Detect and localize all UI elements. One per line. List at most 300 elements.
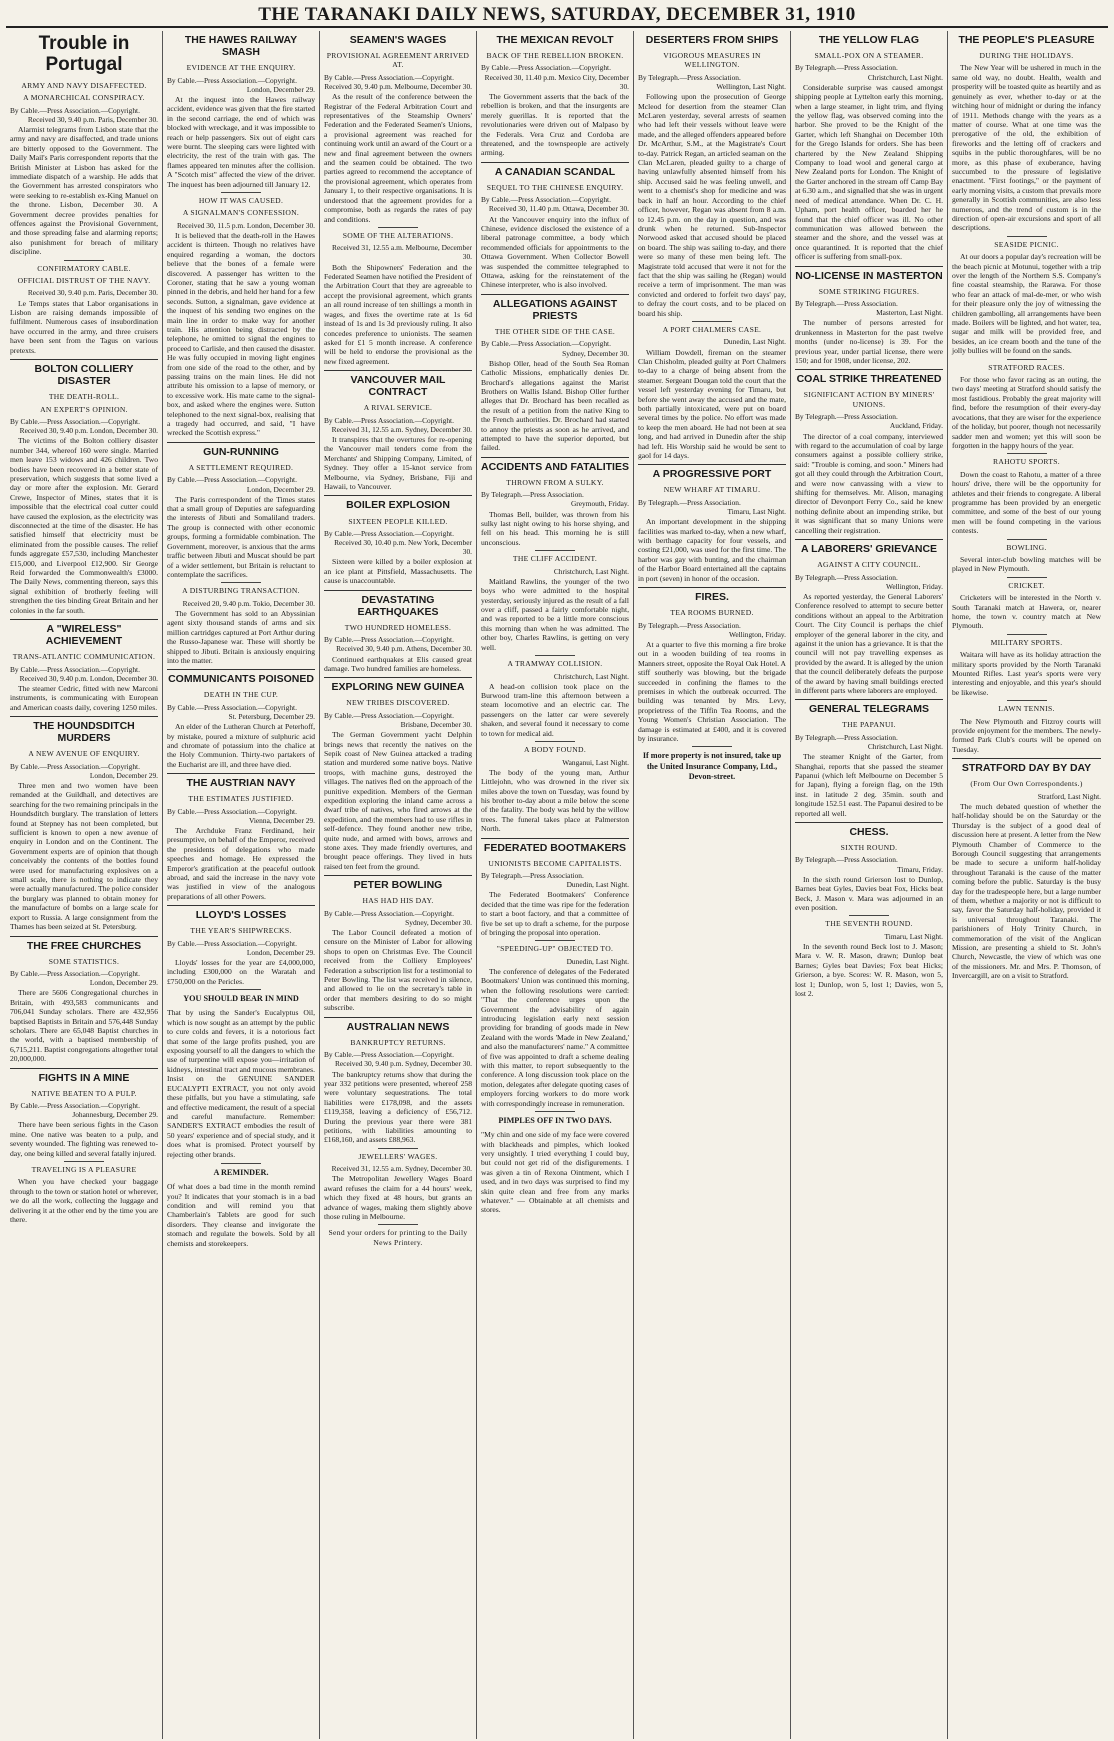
article-dateline: Christchurch, Last Night.: [553, 671, 629, 681]
advertisement-text: Of what does a bad time in the month remind you? It indicates that your stomach is in a bad condition and will remind you that Chamberlain's Tablets are good for such disorders. They cleanse and invigorate the stomach and regulate the bowels. Sold by all chemists and storekeepers.: [167, 1182, 315, 1248]
article-subheading: DURING THE HOLIDAYS.: [979, 51, 1074, 61]
article: [167, 669, 315, 769]
article-subheading: BANKRUPTCY RETURNS.: [350, 1037, 446, 1047]
article-credit: By Cable.—Press Association.—Copyright.: [167, 806, 297, 816]
article-credit: By Telegraph.—Press Association.: [795, 572, 898, 582]
article-body: Several inter-club bowling matches will be played in New Plymouth.: [952, 554, 1101, 574]
article-credit: By Cable.—Press Association.—Copyright.: [324, 72, 454, 82]
article: [324, 1224, 472, 1247]
article: [952, 539, 1101, 574]
article: [481, 741, 629, 833]
article-headline: GENERAL TELEGRAMS: [795, 699, 943, 717]
article-headline: A CANADIAN SCANDAL: [481, 162, 629, 180]
article-headline: FIRES.: [638, 587, 786, 605]
article-credit: By Telegraph.—Press Association.: [638, 72, 741, 82]
article: [952, 359, 1101, 451]
article-headline: A "WIRELESS" ACHIEVEMENT: [10, 619, 158, 649]
article: [167, 192, 315, 438]
article-subheading: SIXTH ROUND.: [840, 843, 898, 853]
article: [10, 1161, 158, 1224]
article-dateline: St. Petersburg, December 29.: [228, 711, 315, 721]
article-dateline: Dunedin, Last Night.: [566, 956, 629, 966]
article-body: The victims of the Bolton colliery disaster number 344, whereof 160 were single. Married men leave 153 widows and 426 children. Two bodies have been recovered in a better state of preservation, which suggests that some lived a day or more after the explosion. Mr. Gerard Crewe, Inspector of Mines, states that it is impossible that the electrical coal cutter could have caused the explosion, as the electricity was disconnected at the time of the disaster. He has satisfied himself that electricity must be eliminated from the possible causes. The relief funds aggregate £57,530, including Manchester £15,000, and Liverpool £12,900. Sir George Reid forwarded the Commonwealth's £3000. The Daily News, commenting thereon, says this signal exhibition of brotherly feeling will strengthen the ties binding Great Britain and her colonies in the far south.: [10, 436, 158, 615]
article-headline: ALLEGATIONS AGAINST PRIESTS: [481, 294, 629, 324]
article-dateline: Timaru, Last Night.: [727, 507, 786, 517]
section-divider: [221, 989, 261, 990]
article-body: Considerable surprise was caused amongst shipping people at Lyttelton early this morning, when a large steamer, in light trim, and flying the yellow flag, was observed coming into the harbor. She proved to be the Knight of the Garter, which left Shanghai on December 10th for the Grego Islands for orders. She has been chartered by the New Zealand Shipping Company to load wool and general cargo at New Zealand ports for London. The Knight of the Garter anchored in the stream off Camp Bay at 6.30 a.m., and signalled that she was in urgent need of medical attendance. When Dr. C. H. Upham, port health officer, boarded her he found that the chief officer was ill. No other communication was allowed between the steamer and the shore, and the vessel was at once quarantined. It is reported that the chief officer is suffering from small-pox.: [795, 82, 943, 262]
article-headline: THE YELLOW FLAG: [818, 34, 920, 46]
article: [481, 655, 629, 738]
article: [10, 936, 158, 1064]
article-subheading: SEQUEL TO THE CHINESE ENQUIRY.: [486, 182, 624, 192]
article-dateline: Greymouth, Friday.: [570, 499, 629, 509]
article: [10, 359, 158, 615]
article-subheading: STRATFORD RACES.: [988, 362, 1065, 372]
article-subheading: (From Our Own Correspondents.): [970, 779, 1083, 789]
article-credit: By Cable.—Press Association.—Copyright.: [10, 1101, 140, 1111]
section-divider: [535, 1111, 575, 1112]
article: [10, 1068, 158, 1158]
columns-container: [6, 31, 1108, 1739]
article: [638, 31, 786, 318]
article-subheading: A TRAMWAY COLLISION.: [507, 659, 603, 669]
article-subheading: TEA ROOMS BURNED.: [670, 608, 754, 618]
article-body: Cricketers will be interested in the North v. South Taranaki match at Hawera, or, nearer home, the town v. country match at New Plymouth.: [952, 593, 1101, 631]
article-body: There have been serious fights in the Cason mine. One native was beaten to a pulp, and seventy wounded. The fighting was renewed to-day, one being killed and several fatally injured.: [10, 1120, 158, 1158]
article-body: The much debated question of whether the half-holiday should be on the Saturday or the Thursday is the subject of a good deal of discussion here at present. A letter from the New Plymouth Chamber of Commerce to the Borough Council suggesting that arrangements be made to secure a uniform half-holiday throughout Taranaki is the cause of the matter coming before the public. Saturday is the busy day for the tradespeople here, but a large number of them, whether a majority or not is difficult to say, favor the Saturday half-holiday, provided it is universal throughout Taranaki. The parishioners of Holy Trinity Church, in commemoration of the visit of the Anglican Mission, are presenting a shield to St. John's Church, Newcastle, the view of which was one of the missioners. Mr. and Mrs. P. Thomson, of Invercargill, are on a visit to Stratford.: [952, 801, 1101, 981]
article-headline: GUN-RUNNING: [167, 442, 315, 460]
article-headline: BOLTON COLLIERY DISASTER: [10, 359, 158, 389]
section-divider: [535, 940, 575, 941]
article-subheading: ARMY AND NAVY DISAFFECTED.: [21, 80, 147, 90]
article-dateline: London, December 29.: [246, 84, 315, 94]
article-body: For those who favor racing as an outing, the two days' meeting at Stratford should satisfy the most fastidious. Probably the great majority will find, before the resumption of their every-day avocations, that they are wiser for the experience of the holiday, but poorer, though not necessarily sadder men and women; yet this will soon be forgotten in the happy hours of the year.: [952, 375, 1101, 450]
article-credit: By Telegraph.—Press Association.: [638, 620, 741, 630]
article-subheading: A SIGNALMAN'S CONFESSION.: [182, 208, 300, 218]
article-subheading: A SETTLEMENT REQUIRED.: [188, 462, 294, 472]
article: [324, 495, 472, 585]
article: [952, 577, 1101, 631]
article-subheading: THE ESTIMATES JUSTIFIED.: [188, 794, 294, 804]
article-headline: VANCOUVER MAIL CONTRACT: [324, 370, 472, 400]
section-divider: [221, 192, 261, 193]
article-subheading: THE YEAR'S SHIPWRECKS.: [190, 926, 292, 936]
article: [324, 875, 472, 1012]
section-divider: [221, 1163, 261, 1164]
article-body: A head-on collision took place on the Burwood tram-line this afternoon between a steam locomotive and an electric car. The passengers on the latter car were severely shaken, and several found it necessary to come to town for medical aid.: [481, 681, 629, 738]
article-credit: By Cable.—Press Association.—Copyright.: [167, 75, 297, 85]
article-subheading: SOME STATISTICS.: [48, 956, 120, 966]
article-body: The New Plymouth and Fitzroy courts will provide enjoyment for the members. The newly-formed Park Club's courts will be opened on Tuesday.: [952, 716, 1101, 754]
article-subheading: TRANS-ATLANTIC COMMUNICATION.: [12, 652, 156, 662]
article-dateline: Stratford, Last Night.: [1037, 791, 1101, 801]
article-body: The Labor Council defeated a motion of censure on the Minister of Labor for allowing shops to open on Christmas Eve. The Council received from the Colliery Employees' Federation a subscription list for a testimonial to Peter Bowling. The list was received in silence, and allowed to lie on the secretary's table in order that members desiring to do so might subscribe.: [324, 928, 472, 1013]
section-divider: [64, 1161, 104, 1162]
article: [481, 1111, 629, 1215]
article-body: It transpires that the overtures for re-opening the Vancouver mail tenders come from the Merchants' and Shipping Company, Limited, of Sydney. They offer a 15-knot service from Melbourne, via Sydney, Brisbane, Fiji and Hawaii, to Vancouver.: [324, 435, 472, 492]
article-body: Waitara will have as its holiday attraction the military sports provided by the North Taranaki Mounted Rifles. Last year's sports were very interesting and enjoyable, and this year's should be likewise.: [952, 650, 1101, 697]
article-dateline: Wellington, Friday.: [728, 629, 786, 639]
article-subheading: A NEW AVENUE OF ENQUIRY.: [28, 749, 140, 759]
article-credit: By Telegraph.—Press Association.: [795, 855, 898, 865]
article-headline: STRATFORD DAY BY DAY: [952, 758, 1101, 776]
article-headline: DESERTERS FROM SHIPS: [645, 34, 779, 46]
article: [481, 838, 629, 938]
article-subheading: If more property is not insured, take up the United Insurance Company, Ltd., Devon-street.: [642, 751, 782, 781]
article-body: The bankruptcy returns show that during the year 332 petitions were presented, whereof 258 were voluntary sequestrations. The total liabilities were £178,098, and the assets £119,358, leaving a deficiency of £56,712. During the previous year there were 381 petitions, with liabilities amounting to £168,160, and assets £88,963.: [324, 1069, 472, 1145]
article: [638, 321, 786, 460]
article-credit: By Cable.—Press Association.—Copyright.: [324, 415, 454, 425]
section-divider: [692, 746, 732, 747]
article: [167, 442, 315, 579]
article: [481, 31, 629, 158]
article: [324, 227, 472, 366]
article-subheading: THE SEVENTH ROUND.: [825, 919, 913, 929]
article-body: As the result of the conference between the Registrar of the Federal Arbitration Court and representatives of the Steamship Owners' Federation and the Federated Seamen's Unions, a provisional agreement was reached for continuing work until an award of the Court or a new and final agreement between the owners and the seamen could be obtained. The two parties agreed to recommend the acceptance of the provisional agreement, which operates from January 1, to their respective organisations. It is understood that the agreement provides for a compromise, both as regards the rates of pay and conditions.: [324, 92, 472, 224]
section-divider: [378, 1148, 418, 1149]
section-divider: [535, 550, 575, 551]
section-divider: [535, 741, 575, 742]
article: [324, 1017, 472, 1145]
article-dateline: Wellington, Friday.: [885, 581, 943, 591]
article-credit: By Telegraph.—Press Association.: [481, 871, 584, 880]
article-credit: By Telegraph.—Press Association.: [795, 63, 898, 73]
article-body: The Archduke Franz Ferdinand, heir presumptive, on behalf of the Emperor, received the presidents of delegations who made speeches and homage. He expressed the Emperor's gratification at the peaceful outlook abroad, and said the increase in the navy vote was justified in view of the analogous preparations of all other Powers.: [167, 826, 315, 901]
article-body: Alarmist telegrams from Lisbon state that the army and navy are disaffected, and trade unions are bitterly opposed to the Government. The Daily Mail's Paris correspondent reports that the British Minister at Lisbon has asked for the immediate dispatch of a warship. He adds that the Government has arrested conspirators who were seeking to re-establish ex-King Manuel on the throne. Lisbon, December 30. A Government decree provides penalties for offences against the Provisional Government, and those spreading false and alarming reports; also punishment for breach of military discipline.: [10, 124, 158, 257]
article-subheading: THE DEATH-ROLL.: [48, 392, 120, 402]
column-5: [634, 31, 791, 1739]
article-credit: By Cable.—Press Association.—Copyright.: [324, 635, 454, 645]
article-credit: By Telegraph.—Press Association.: [795, 732, 898, 742]
article-dateline: Vienna, December 29.: [248, 815, 315, 825]
article-credit: By Telegraph.—Press Association.: [638, 497, 741, 507]
article-body: Both the Shipowners' Federation and the Federated Seamen have notified the President of the Arbitration Court that they are agreeable to accept the provisional agreement, which grants an all round increase of ten shillings a month in wages, and fixes the overtime rate at 1s 6d instead of 1s and 1s 3d previously ruling. It also concedes preference to unionists. The seamen asked for £1 5 month increase. A conference will be held to endorse the provisional as the new fixed agreement.: [324, 262, 472, 366]
article-body: The Metropolitan Jewellery Wages Board award refuses the claim for a 44 hours' week, which they fixed at 48 hours, but grants an advance of wages, making them slightly above those ruling in Melbourne.: [324, 1174, 472, 1221]
article-credit: By Cable.—Press Association.—Copyright.: [324, 528, 454, 538]
article-body: An elder of the Lutheran Church at Peterhoff, by mistake, poured a mixture of sulphuric acid and chromate of potassium into the chalice at the Holy Communion. Thirty-two partakers of the Eucharist are ill, and three have died.: [167, 722, 315, 769]
article-headline: COAL STRIKE THREATENED: [795, 369, 943, 387]
masthead-title: THE TARANAKI DAILY NEWS, SATURDAY, DECEMBER 31, 1910: [258, 4, 856, 25]
article-headline: THE MEXICAN REVOLT: [496, 34, 614, 46]
article: [324, 677, 472, 871]
article-body: In the sixth round Grierson lost to Dunlop, Barnes beat Gyles, Davies beat Fox, Hicks beat Beck, J. Mason v. Mara was adjourned in an even position.: [795, 874, 943, 913]
article-credit: By Cable.—Press Association.—Copyright.: [481, 339, 611, 349]
article-body: Continued earthquakes at Elis caused great damage. Two hundred families are homeless.: [324, 654, 472, 673]
column-3: [320, 31, 477, 1739]
article-credit: By Cable.—Press Association.—Copyright.: [167, 702, 297, 712]
section-divider: [535, 655, 575, 656]
column-1: [6, 31, 163, 1739]
article-subheading: AGAINST A CITY COUNCIL.: [817, 560, 921, 570]
article-headline: BOILER EXPLOSION: [324, 495, 472, 513]
article-credit: By Cable.—Press Association.—Copyright.: [10, 416, 140, 426]
article-body: The Paris correspondent of the Times states that a small group of Deputies are safeguarding the interests of Jibuti and Somaliland traders. The group is connected with other economic groups, forming a formidable combination. The Government, moreover, is anxious that the arms traffic between Jibuti and Muscat should be part of a wider settlement, but Britain is reluctant to contemplate the sacrifices.: [167, 494, 315, 579]
article-dateline: Received 30, 9.40 p.m. Melbourne, December 30.: [324, 82, 472, 92]
article-headline: PETER BOWLING: [324, 875, 472, 893]
article-body: Maitland Rawlins, the younger of the two boys who were admitted to the hospital yesterday, seriously injured as the result of a fall over a cliff, passed a fairly comfortable night, and was reported to be a little more conscious this morning than when he was admitted. The other boy, Charles Rawlins, is getting on very well.: [481, 576, 629, 652]
article-subheading: TWO HUNDRED HOMELESS.: [344, 622, 452, 632]
article-credit: By Cable.—Press Association.—Copyright.: [324, 1050, 454, 1060]
article-dateline: Received 30, 9.40 p.m. Paris, December 30.: [27, 288, 158, 298]
article-dateline: London, December 29.: [246, 484, 315, 494]
article-dateline: Received 30, 11.5 p.m. London, December 30.: [176, 220, 315, 230]
article-body: The conference of delegates of the Federated Bootmakers' Union was continued this morning, when the following resolutions were carried: "That the conference urges upon the Government the advisability of again introducing legislation early next session providing for branding of goods made in New Zealand with the words 'Made in New Zealand,' and also the manufacturers' name." A committee of five was appointed to draft a scheme dealing with this matter, to report subsequently to the conference. A long discussion took place on the motion, delegates after delegate quoting cases of employers forcing workers to do more work with correspondingly increase in remuneration.: [481, 966, 629, 1108]
masthead: [6, 4, 1108, 28]
article: [167, 1163, 315, 1248]
article-body: Three men and two women have been remanded at the Guildhall, and detectives are searching for the two remaining principals in the Houndsditch burglary. The translation of letters found at Stepney has not been completed, but sufficient is known to open a new avenue of enquiry in London and on the Continent. The Government experts are of opinion that though conceivably the contents of the bottles found were used for manufacturing explosives on a small scale, there is nothing to indicate they were actually manufactured. The police consider the burglary was planned to obtain money for the manufacture of bombs on a large scale for export to Russia. A large consignment from the Thames has been seized at St. Petersburg.: [10, 781, 158, 932]
article-dateline: Timaru, Last Night.: [884, 931, 943, 941]
article-dateline: Received 30, 9.40 p.m. Sydney, December 30.: [334, 1059, 472, 1069]
article-body: At the inquest into the Hawes railway accident, evidence was given that the fire started in the second carriage, the end of which was blocked with wreckage, and it was impossible to reach or help passengers. Six out of eight cars were burnt. The sleeping cars were lighted with electricity, the rest of the train with gas. The flames appeared ten minutes after the collision. A "Scotch mist" affected the view of the driver. The inquest has been adjourned till January 12.: [167, 94, 315, 189]
article-headline: Trouble in Portugal: [38, 33, 130, 75]
article-credit: By Cable.—Press Association.—Copyright.: [10, 664, 140, 674]
article-dateline: Received 30, 9.40 p.m. London, December 30.: [19, 426, 158, 436]
article-subheading: UNIONISTS BECOME CAPITALISTS.: [488, 858, 622, 868]
article-body: At a quarter to five this morning a fire broke out in a wooden building of tea rooms in Manners street, opposite the Royal Oak Hotel. A stiff southerly was blowing, but the brigade succeeded in confining the flames to the premises in which the outbreak occurred. The building was tenanted by Mrs. Levy, proprietress of the Tiffin Tea Rooms, and the Young Women's Christian Association. The damage is estimated at £400, and it is covered by insurance.: [638, 639, 786, 743]
article-dateline: Timaru, Friday.: [897, 864, 943, 874]
article-subheading: DEATH IN THE CUP.: [203, 690, 279, 700]
article-headline: EXPLORING NEW GUINEA: [324, 677, 472, 695]
article-headline: SEAMEN'S WAGES: [349, 34, 447, 46]
article-body: Following upon the prosecution of George Mcleod for desertion from the steamer Clan McLaren yesterday, several arrests of seamen who had left their vessels without leave were made, and the alleged offenders appeared before Dr. McArthur, S.M., at the Magistrate's Court to-day. Patrick Regan, an articled seaman on the Clan McLaren, pleaded guilty to a charge of having unlawfully absented himself from his ship. Accused said he was feeling unwell, and went to a chemist's shop for medicine and was back in half an hour. According to the chief officer, however, Regan was absent from 8 a.m. to 12.45 p.m. on the day in question, and was drunk when he returned. Sub-Inspector Norwood asked that accused should be placed on board. The ship was sailing to-day, and there were so many of these men being left. The Magistrate told accused that were it not for the fact that the ship was sailing he (Regan) would receive a term of imprisonment. The man was convicted and ordered to forfeit two days' pay, to defray the court costs, and to be placed on board his ship.: [638, 92, 786, 318]
article: [481, 162, 629, 290]
article-headline: COMMUNICANTS POISONED: [167, 669, 315, 687]
section-divider: [378, 227, 418, 228]
article-subheading: "SPEEDING-UP" OBJECTED TO.: [496, 944, 614, 954]
section-divider: [1007, 539, 1047, 540]
article-headline: ACCIDENTS AND FATALITIES: [481, 457, 629, 475]
article-dateline: Received 31, 12.55 a.m. Melbourne, December 30.: [332, 243, 472, 262]
section-divider: [1007, 453, 1047, 454]
article-subheading: AN EXPERT'S OPINION.: [40, 404, 128, 414]
article: [481, 457, 629, 547]
article-body: William Dowdell, fireman on the steamer Clan Chisholm, pleaded guilty at Port Chalmers to-day to a charge of being absent from the steamer. Sergeant Dougan told the court that the vessel left yesterday evening for Timaru, but before she went away the accused and the mate, both partially intoxicated, were put on board several times by the police. No effort was made to keep the men aboard. He had not been at sea long, and had arrived in Dunedin after the ship had left. His Worship said he would be sent to gaol for 14 days.: [638, 347, 786, 461]
article-dateline: Dunedin, Last Night.: [723, 337, 786, 347]
article: [10, 31, 158, 257]
article-subheading: OFFICIAL DISTRUST OF THE NAVY.: [17, 276, 151, 286]
article-subheading: PIMPLES OFF IN TWO DAYS.: [498, 1116, 612, 1126]
article: [795, 539, 943, 695]
article-dateline: Auckland, Friday.: [889, 421, 943, 431]
column-7: [948, 31, 1105, 1739]
article: [795, 699, 943, 818]
article-dateline: Christchurch, Last Night.: [553, 566, 629, 576]
article-credit: By Cable.—Press Association.—Copyright.: [324, 710, 454, 720]
section-divider: [849, 915, 889, 916]
article-body: The director of a coal company, interviewed with regard to the accumulation of coal by large consumers against a possible colliery strike, said: "Trouble is coming, and soon." Miners had got all they could through the Arbitration Court, and were now canvassing with a view to shifting for themselves. Mr. Alison, managing director of Devonport Ferry Co., said he knew nothing definite about an impending strike, but it was significant that so many Unions were cancelling their registration.: [795, 431, 943, 535]
article: [324, 590, 472, 674]
article-subheading: Send your orders for printing to the Daily News Printery.: [328, 1228, 468, 1247]
article: [324, 370, 472, 491]
section-divider: [221, 582, 261, 583]
article-headline: THE FREE CHURCHES: [10, 936, 158, 954]
column-4: [477, 31, 634, 1739]
article-body: When you have checked your baggage through to the town or station hotel or wherever, we do all the work, collecting the luggage and delivering it at the other end by the time you are there.: [10, 1177, 158, 1225]
article-body: The number of persons arrested for drunkenness in Masterton for the past twelve months (under no-license) is 39. For the previous year, under partial license, there were 150; and for 1908, under license, 202.: [795, 318, 943, 365]
section-divider: [64, 260, 104, 261]
article-dateline: Masterton, Last Night.: [876, 308, 943, 318]
article-subheading: CONFIRMATORY CABLE.: [37, 263, 131, 273]
article-headline: NO-LICENSE IN MASTERTON: [795, 266, 943, 284]
article-dateline: Received 31, 12.55 a.m. Sydney, December 30.: [331, 424, 472, 434]
article-body: Thomas Bell, builder, was thrown from his sulky last night owing to his horse shying, and fell on his head. This morning he is still unconscious.: [481, 509, 629, 547]
article-headline: FIGHTS IN A MINE: [10, 1068, 158, 1086]
article-body: The New Year will be ushered in much in the same old way, no doubt. Health, wealth and prosperity will be toasted quite as heartily and as genuinely as ever, whether to-day or at the witching hour of midnight or during the infancy of 1911. Methods change with the years as a matter of course. What at one time was the prerogative of the old, the exhibition of fireworks and the letting off of crackers and squibs in the public thoroughfares, will be no more, as this phase of exuberance, having succumbed to the pressure of legislative enactment. "First footings," or the payment of early morning visits, a custom that prevails more generally in Scottish communities, are also less numerous, and the trend of custom is in the direction of open-air excursions and sport of all descriptions.: [952, 63, 1101, 233]
article: [952, 236, 1101, 356]
article: [167, 989, 315, 1159]
article-body: Sixteen were killed by a boiler explosion at an ice plant at Pittsfield, Massachusetts. The cause is unaccountable.: [324, 557, 472, 586]
article-headline: CHESS.: [795, 822, 943, 840]
article: [795, 266, 943, 366]
article-dateline: Received 30, 9.40 p.m. Athens, December 30.: [336, 644, 472, 654]
article-dateline: Dunedin, Last Night.: [566, 880, 629, 890]
article-body: It is believed that the death-roll in the Hawes accident is thirteen. Though no relatives have enquired regarding a woman, the doctors believe that the bones of a female were discovered. A passenger has written to the Coroner, stating that he saw a young woman pinned in the debris, and held her hand for a few seconds. Sutton, a signalman, gave evidence at the inquest of his sending two engines on the main line in order to make way for another train. His attention being distracted by the telephone, he omitted to signal the engines to proceed to Carlisle, and then caused the disaster. He was fully occupied in moving light engines from one side of the road to the other, and by passing trains on the main lines. He did not attribute his omission to a lapse of memory, or to excessive work. His mate came to the signal-box, and asked where the engines were. Sutton telephoned to the next signal-box, realising that a tragedy had occurred, and said, "I have wrecked the Scottish express.": [167, 230, 315, 438]
section-divider: [1007, 577, 1047, 578]
article: [167, 905, 315, 986]
article-subheading: SIXTEEN PEOPLE KILLED.: [348, 516, 448, 526]
article-subheading: SOME STRIKING FIGURES.: [818, 286, 920, 296]
section-divider: [378, 1224, 418, 1225]
article-credit: By Cable.—Press Association.—Copyright.: [481, 63, 611, 73]
section-divider: [692, 321, 732, 322]
advertisement-text: "My chin and one side of my face were covered with blackheads and pimples, which looked very unsightly. I tried everything I could buy, but could not get rid of the disfigurements. I was given a tin of Rexona Ointment, which I used, and in two days was surprised to find my skin quite clean and free from any marks whatever." — Obtainable at all chemists and stores.: [481, 1130, 629, 1215]
article-subheading: A REMINDER.: [213, 1167, 269, 1177]
article: [324, 31, 472, 224]
article-subheading: A BODY FOUND.: [523, 745, 587, 755]
article-dateline: Sydney, December 30.: [562, 348, 629, 358]
article: [324, 1148, 472, 1222]
article-subheading: SOME OF THE ALTERATIONS.: [342, 230, 454, 240]
article-subheading: SMALL-POX ON A STEAMER.: [814, 51, 924, 61]
article-body: The body of the young man, Arthur Littlejohn, who was drowned in the river six miles above the town on Tuesday, was found by his brother to-day about a mile below the scene of the fatality. The body was held by the willow trees. The funeral takes place at Palmerston North.: [481, 767, 629, 834]
advertisement-text: That by using the Sander's Eucalyptus Oil, which is now sought as an attempt by the public to cure colds and fevers, it is a notorious fact that some of the large profits pushed, you are exposing yourself to all the dangers to which the use of turpentine will expose you—irritation of kidneys, intestinal tract and mucous membranes. Insist on the GENUINE SANDER EUCALYPTI EXTRACT, you not only avoid these pitfalls, but you have a stimulating, safe and effective medicament, the result of a special and careful manufacture. Remember: SANDER'S EXTRACT embodies the result of 50 years' experience and of special study, and it does what is promised. Protect yourself by rejecting other brands.: [167, 1008, 315, 1159]
article-subheading: THE OTHER SIDE OF THE CASE.: [494, 327, 616, 337]
article-dateline: London, December 29.: [89, 770, 158, 780]
article-credit: By Cable.—Press Association.—Copyright.: [10, 968, 140, 978]
article-dateline: Christchurch, Last Night.: [867, 72, 943, 82]
article-dateline: Received 30, 11.40 p.m. Mexico City, December 30.: [484, 72, 629, 91]
article-headline: FEDERATED BOOTMAKERS: [481, 838, 629, 856]
article-body: Le Temps states that Labor organisations in Lisbon are raising demands impossible of fulfilment. Numerous cases of insubordination have occurred in the army, and three cruisers have been sent from the Tagus on various pretexts.: [10, 298, 158, 355]
article: [952, 634, 1101, 697]
article-dateline: Received 30, 10.40 p.m. New York, December 30.: [334, 538, 472, 557]
article-subheading: BOWLING.: [1006, 542, 1047, 552]
article: [795, 915, 943, 998]
article-dateline: Wellington, Last Night.: [716, 82, 786, 92]
article-headline: A LABORERS' GRIEVANCE: [795, 539, 943, 557]
article-subheading: NEW TRIBES DISCOVERED.: [346, 698, 450, 708]
article: [795, 822, 943, 912]
article: [10, 619, 158, 712]
article: [638, 464, 786, 583]
article-headline: DEVASTATING EARTHQUAKES: [324, 590, 472, 620]
article-body: Down the coast to Rahotu, a matter of a three hours' drive, there will be the opportunity for athletes and their friends to congregate. A liberal programme has been provided by an energetic committee, and some of the best of our young men will be found competing in the various contests.: [952, 469, 1101, 536]
section-divider: [1007, 700, 1047, 701]
article-body: Lloyds' losses for the year are £4,000,000, including £300,000 on the Waratah and £750,000 on the Pericles.: [167, 958, 315, 986]
article-subheading: A PORT CHALMERS CASE.: [662, 324, 762, 334]
article-credit: By Telegraph.—Press Association.: [795, 412, 898, 422]
article-subheading: MILITARY SPORTS.: [990, 637, 1063, 647]
article-dateline: Received 30, 9.40 p.m. Paris, December 30.: [27, 114, 158, 124]
article-body: At the Vancouver enquiry into the influx of Chinese, evidence disclosed the existence of a liberal patronage committee, a body which recommended officials for appointments to the Ottawa Government. When Collector Bowell was suspended the committee telegraphed to Ottawa, asking for the reinstatement of the Chinese interpreter, who is also involved.: [481, 214, 629, 290]
article: [167, 582, 315, 665]
article-dateline: Received 31, 12.55 a.m. Sydney, December 30.: [331, 1164, 472, 1174]
article-body: As reported yesterday, the General Laborers' Conference resolved to attempt to secure better conditions without an appeal to the Arbitration Court. The City Council is perhaps the chief employer of the general laborer in the city, and against it the union has a grievance. It is that the council will not pay travelling expenses as provided by the award. It is alleged by the union that the council deliberately defeats the purpose of the award by having small buildings erected in different parts where laborers are employed.: [795, 591, 943, 695]
article-body: The steamer Knight of the Garter, from Shanghai, reports that she passed the steamer Papanui (which left Melbourne on December 5 for Japan), flying a foreign flag, on the 19th inst. in latitude 2 deg. 35min. south and longitude 152.51 east. The Papanui desired to be reported all well.: [795, 752, 943, 818]
column-2: [163, 31, 320, 1739]
article: [10, 260, 158, 355]
article: [10, 716, 158, 931]
article: [795, 369, 943, 535]
article-headline: THE AUSTRIAN NAVY: [167, 773, 315, 791]
article-credit: By Cable.—Press Association.—Copyright.: [10, 105, 140, 115]
article-subheading: SIGNIFICANT ACTION BY MINERS' UNIONS.: [803, 390, 935, 409]
article-subheading: THE CLIFF ACCIDENT.: [512, 554, 598, 564]
article-headline: THE PEOPLE'S PLEASURE: [958, 34, 1095, 46]
article-subheading: NATIVE BEATEN TO A PULP.: [31, 1088, 137, 1098]
article-credit: By Telegraph.—Press Association.: [795, 299, 898, 308]
article-body: There are 5606 Congregational churches in Britain, with 493,583 communicants and 706,041 Sunday scholars. There are 432,956 baptised Baptists in Britain and 576,448 Sunday scholars. There are 65,048 Baptist churches in the world, with a baptised membership of 6,715,211. Baptist congregations altogether total 20,000,000.: [10, 988, 158, 1064]
section-divider: [1007, 359, 1047, 360]
article: [481, 940, 629, 1108]
article-body: An important development in the shipping facilities was marked to-day, when a new wharf, with berthage capacity for four vessels, and costing £21,000, was used for the first time. The harbor was gay with bunting, and the chairman of the Harbor Board entertained all the captains in port (seven) in honor of the occasion.: [638, 517, 786, 583]
article-subheading: YOU SHOULD BEAR IN MIND: [183, 994, 299, 1004]
article-credit: By Cable.—Press Association.—Copyright.: [324, 908, 454, 918]
article: [952, 31, 1101, 233]
article-dateline: Brisbane, December 30.: [400, 719, 472, 729]
article: [638, 746, 786, 782]
article: [952, 700, 1101, 754]
article-credit: By Cable.—Press Association.—Copyright.: [10, 761, 140, 771]
article-headline: THE HOUNDSDITCH MURDERS: [10, 716, 158, 746]
article-subheading: JEWELLERS' WAGES.: [358, 1151, 438, 1161]
article-dateline: Christchurch, Last Night.: [867, 741, 943, 751]
article-dateline: Johannesburg, December 29.: [72, 1110, 158, 1120]
article-subheading: THE PAPANUI.: [842, 720, 896, 730]
article: [795, 31, 943, 262]
article-subheading: THROWN FROM A SULKY.: [506, 477, 604, 487]
article-body: Bishop Oller, head of the South Sea Roman Catholic Missions, emphatically denies Dr. Brochard's allegations against the Marist Brothers on Wallis Island. Bishop Oller further alleges that Dr. Brochard has been recalled as the result of a petition from the native King to the French authorities. Dr. Brochard had started to annoy the priests as soon as he arrived, and attempted to have the superior deported, but failed.: [481, 358, 629, 453]
article-credit: By Telegraph.—Press Association.: [481, 490, 584, 500]
article-dateline: Received 20, 9.40 p.m. Tokio, December 30.: [182, 598, 315, 608]
article: [167, 773, 315, 901]
article-subheading: EVIDENCE AT THE ENQUIRY.: [186, 63, 296, 73]
article-subheading: TRAVELING IS A PLEASURE: [31, 1165, 137, 1175]
article-body: The Government has sold to an Abyssinian agent sixty thousand stands of arms and six million cartridges captured at Port Arthur during the Russo-Japanese war. These will shortly be shipped to Jibuti. Britain is anxiously enquiring into the matter.: [167, 608, 315, 665]
column-6: [791, 31, 948, 1739]
article: [481, 294, 629, 453]
article-subheading: HAS HAD HIS DAY.: [362, 896, 434, 906]
article-subheading: BACK OF THE REBELLION BROKEN.: [486, 51, 624, 61]
article-body: In the seventh round Beck lost to J. Mason; Mara v. W. R. Mason, drawn; Dunlop beat Barnes; Gyles beat Davies; Fox beat Hicks; Grierson, a bye. Scores: W. R. Mason, won 5, lost 1; Dunlop, won 5, lost 1; Davies, won 5, lost 2.: [795, 942, 943, 999]
article-body: The steamer Cedric, fitted with new Marconi instruments, is communicating with European and American coasts daily, covering 1250 miles.: [10, 683, 158, 712]
article: [952, 453, 1101, 535]
article-dateline: London, December 29.: [246, 947, 315, 957]
article-subheading: SEASIDE PICNIC.: [994, 239, 1059, 249]
article-body: At our doors a popular day's recreation will be the beach picnic at Motunui, together with a trip over the length of the Northern S.S. Company's fine coastal steamship, the Rarawa. For those who fear an attack of mal-de-mer, or who wish for their pleasure only the joy of witnessing the children gambolling, all arrangements have been made. Boilers will be lighted, and hot water, tea, sugar and milk will be provided free, and besides, an ice cream booth and the tune of the jolly bullies will be found on the sands.: [952, 252, 1101, 356]
section-divider: [1007, 236, 1047, 237]
article-subheading: HOW IT WAS CAUSED.: [198, 195, 284, 205]
article-headline: THE HAWES RAILWAY SMASH: [184, 34, 298, 59]
article: [952, 758, 1101, 980]
article-subheading: VIGOROUS MEASURES IN WELLINGTON.: [663, 51, 761, 70]
article-subheading: NEW WHARF AT TIMARU.: [663, 485, 761, 495]
article-subheading: A RIVAL SERVICE.: [363, 403, 433, 413]
article-subheading: RAHOTU SPORTS.: [992, 457, 1061, 467]
article: [481, 550, 629, 652]
article-dateline: Sydney, December 30.: [405, 917, 472, 927]
article-subheading: CRICKET.: [1008, 580, 1045, 590]
